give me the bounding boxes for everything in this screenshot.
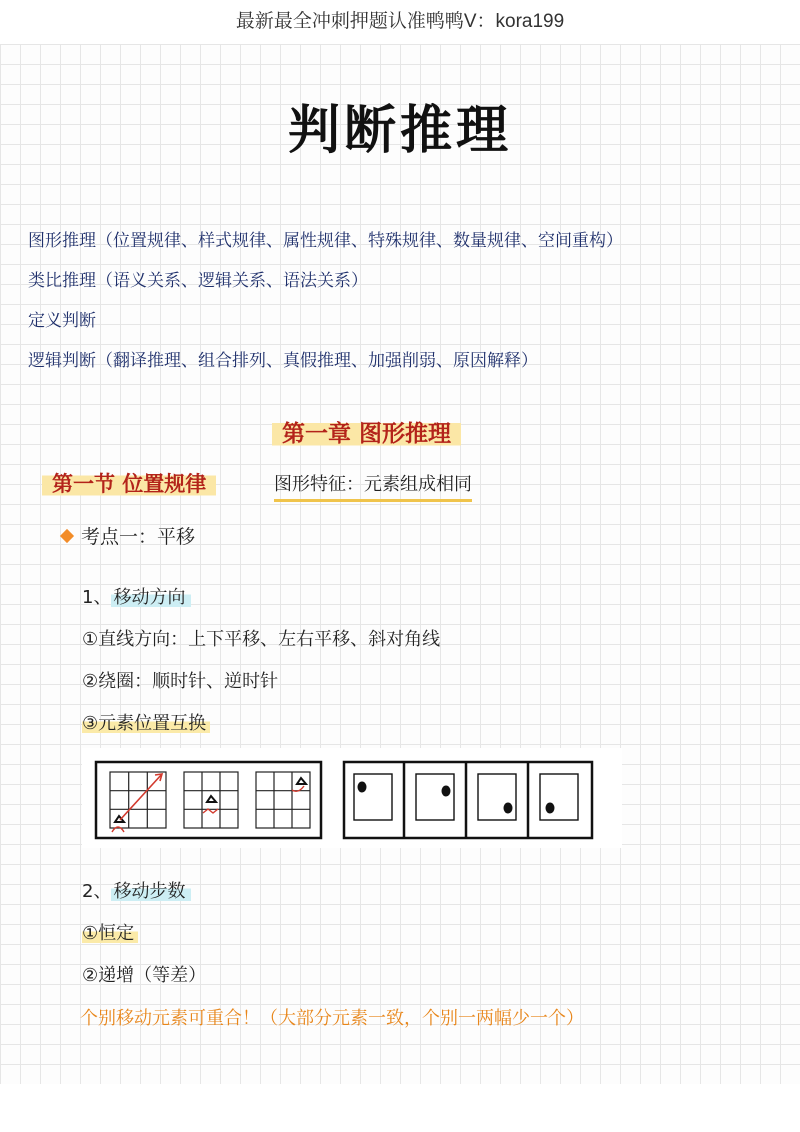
move-direction-num: 1、 [82, 587, 112, 608]
dot-box-1 [354, 774, 392, 820]
dot-box-2 [416, 774, 454, 820]
grid-2 [184, 772, 238, 828]
move-steps-heading [82, 877, 191, 903]
toc-item-graphic: 图形推理（位置规律、样式规律、属性规律、特殊规律、数量规律、空间重构） [28, 231, 623, 251]
watermark-header: 最新最全冲刺押题认准鸭鸭V：kora199 [0, 0, 800, 44]
move-direction-heading [82, 583, 191, 609]
toc-item-analogy: 类比推理（语义关系、逻辑关系、语法关系） [28, 271, 368, 291]
triangle-marker-2 [207, 796, 216, 802]
page-title: 判断推理 [287, 100, 512, 161]
toc-item-logic: 逻辑判断（翻译推理、组合排列、真假推理、加强削弱、原因解释） [28, 351, 538, 371]
key-point-text: 考点一：平移 [81, 526, 196, 548]
move-steps-item-1-text: ①恒定 [82, 923, 138, 944]
triangle-marker-3 [297, 778, 306, 784]
page-bottom-margin [0, 1084, 800, 1132]
dot-box-4 [540, 774, 578, 820]
diamond-bullet-icon [60, 529, 74, 543]
toc-item-definition: 定义判断 [28, 311, 96, 331]
section-feature: 图形特征：元素组成相同 [274, 470, 472, 502]
example-figures [82, 748, 622, 848]
move-direction-item-1: ①直线方向：上下平移、左右平移、斜对角线 [82, 629, 441, 650]
move-direction-item-3 [82, 709, 210, 735]
move-steps-item-1 [82, 919, 138, 945]
move-steps-num: 2、 [82, 881, 112, 902]
move-direction-label: 移动方向 [111, 587, 191, 608]
dot-1 [358, 782, 367, 793]
key-point [62, 522, 195, 549]
dot-box-3 [478, 774, 516, 820]
move-steps-label: 移动步数 [111, 881, 191, 902]
chapter-heading: 第一章 图形推理 [272, 415, 461, 448]
diagonal-arrow [120, 774, 162, 820]
dot-3 [504, 803, 513, 814]
note-text: 个别移动元素可重合！（大部分元素一致，个别一两幅少一个） [80, 1008, 584, 1029]
move-direction-item-2: ②绕圈：顺时针、逆时针 [82, 671, 279, 692]
example-figures-svg [82, 748, 622, 848]
dot-4 [546, 803, 555, 814]
section-heading: 第一节 位置规律 [42, 468, 216, 498]
move-steps-item-2: ②递增（等差） [82, 965, 207, 986]
move-direction-item-3-text: ③元素位置互换 [82, 713, 210, 734]
dot-2 [442, 786, 451, 797]
